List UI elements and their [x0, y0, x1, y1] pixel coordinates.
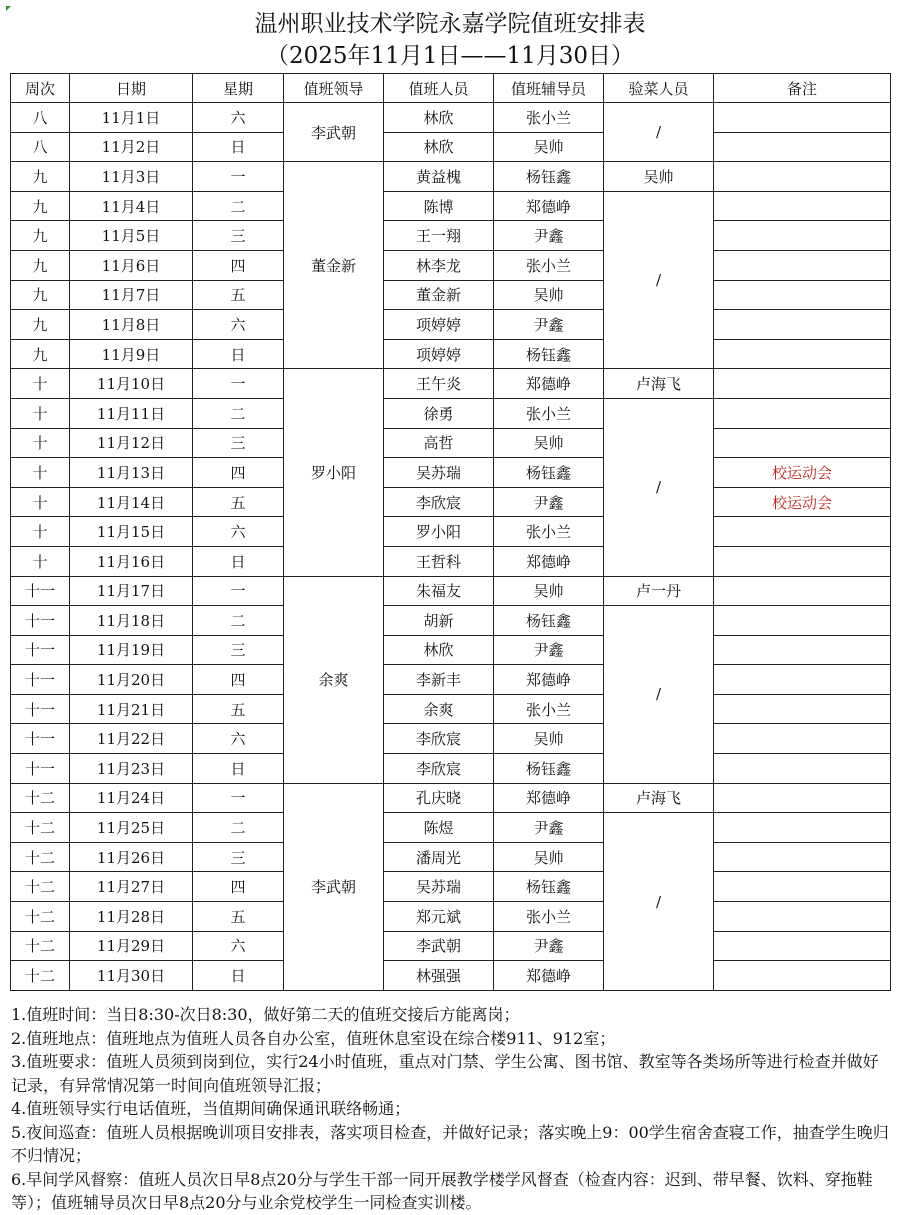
food-inspector-cell: / — [604, 191, 714, 369]
week-cell: 九 — [11, 221, 70, 251]
week-cell: 九 — [11, 280, 70, 310]
table-row — [11, 606, 891, 636]
leader-cell: 董金新 — [284, 162, 384, 369]
weekday-cell: 五 — [193, 280, 284, 310]
week-cell: 十二 — [11, 902, 70, 932]
staff-cell: 董金新 — [384, 280, 494, 310]
date-cell: 11月25日 — [70, 813, 193, 843]
date-cell: 11月8日 — [70, 310, 193, 340]
weekday-cell: 五 — [193, 902, 284, 932]
counselor-cell: 尹鑫 — [494, 813, 604, 843]
table-row — [11, 576, 891, 606]
staff-cell: 吴苏瑞 — [384, 458, 494, 488]
staff-cell: 高哲 — [384, 428, 494, 458]
counselor-cell: 尹鑫 — [494, 221, 604, 251]
date-cell: 11月27日 — [70, 872, 193, 902]
remark-cell — [714, 191, 891, 221]
counselor-cell: 吴帅 — [494, 724, 604, 754]
duty-notes — [11, 1003, 891, 1215]
remark-cell — [714, 517, 891, 547]
weekday-cell: 一 — [193, 162, 284, 192]
week-cell: 九 — [11, 250, 70, 280]
week-cell: 十一 — [11, 724, 70, 754]
date-cell: 11月19日 — [70, 635, 193, 665]
weekday-cell: 一 — [193, 783, 284, 813]
weekday-cell: 五 — [193, 694, 284, 724]
food-inspector-cell: / — [604, 813, 714, 991]
note-item: 1.值班时间：当日8:30-次日8:30，做好第二天的值班交接后方能离岗； — [11, 1005, 520, 1024]
table-header-row — [11, 74, 891, 103]
weekday-cell: 日 — [193, 339, 284, 369]
counselor-cell: 杨钰鑫 — [494, 754, 604, 784]
weekday-cell: 日 — [193, 754, 284, 784]
remark-cell — [714, 369, 891, 399]
staff-cell: 李新丰 — [384, 665, 494, 695]
week-cell: 九 — [11, 191, 70, 221]
remark-cell — [714, 162, 891, 192]
weekday-cell: 一 — [193, 369, 284, 399]
date-cell: 11月9日 — [70, 339, 193, 369]
header-staff: 值班人员 — [384, 74, 494, 103]
staff-cell: 王哲科 — [384, 546, 494, 576]
weekday-cell: 三 — [193, 221, 284, 251]
week-cell: 八 — [11, 103, 70, 133]
staff-cell: 罗小阳 — [384, 517, 494, 547]
remark-cell — [714, 961, 891, 991]
weekday-cell: 六 — [193, 724, 284, 754]
remark-cell — [714, 310, 891, 340]
week-cell: 十一 — [11, 576, 70, 606]
week-cell: 十一 — [11, 606, 70, 636]
staff-cell: 项婷婷 — [384, 310, 494, 340]
counselor-cell: 吴帅 — [494, 576, 604, 606]
remark-cell — [714, 783, 891, 813]
remark-cell — [714, 842, 891, 872]
remark-cell — [714, 665, 891, 695]
date-cell: 11月29日 — [70, 931, 193, 961]
weekday-cell: 六 — [193, 103, 284, 133]
table-row — [11, 398, 891, 428]
remark-cell — [714, 694, 891, 724]
remark-cell — [714, 339, 891, 369]
date-cell: 11月26日 — [70, 842, 193, 872]
weekday-cell: 四 — [193, 458, 284, 488]
staff-cell: 林欣 — [384, 103, 494, 133]
staff-cell: 林欣 — [384, 635, 494, 665]
remark-cell — [714, 902, 891, 932]
staff-cell: 林李龙 — [384, 250, 494, 280]
date-cell: 11月1日 — [70, 103, 193, 133]
header-week: 周次 — [11, 74, 70, 103]
staff-cell: 胡新 — [384, 606, 494, 636]
staff-cell: 陈煜 — [384, 813, 494, 843]
table-row — [11, 132, 891, 162]
weekday-cell: 日 — [193, 132, 284, 162]
remark-cell — [714, 132, 891, 162]
weekday-cell: 三 — [193, 635, 284, 665]
date-cell: 11月18日 — [70, 606, 193, 636]
weekday-cell: 二 — [193, 813, 284, 843]
table-row — [11, 813, 891, 843]
date-cell: 11月17日 — [70, 576, 193, 606]
counselor-cell: 杨钰鑫 — [494, 458, 604, 488]
date-cell: 11月6日 — [70, 250, 193, 280]
counselor-cell: 杨钰鑫 — [494, 162, 604, 192]
table-row — [11, 902, 891, 932]
remark-cell — [714, 813, 891, 843]
week-cell: 十一 — [11, 665, 70, 695]
counselor-cell: 吴帅 — [494, 280, 604, 310]
staff-cell: 余爽 — [384, 694, 494, 724]
table-row — [11, 931, 891, 961]
remark-cell: 校运动会 — [714, 458, 891, 488]
counselor-cell: 张小兰 — [494, 103, 604, 133]
staff-cell: 潘周光 — [384, 842, 494, 872]
date-cell: 11月30日 — [70, 961, 193, 991]
page-title: 温州职业技术学院永嘉学院值班安排表 — [254, 11, 646, 37]
date-cell: 11月20日 — [70, 665, 193, 695]
weekday-cell: 一 — [193, 576, 284, 606]
staff-cell: 李武朝 — [384, 931, 494, 961]
header-weekday: 星期 — [193, 74, 284, 103]
counselor-cell: 尹鑫 — [494, 635, 604, 665]
staff-cell: 徐勇 — [384, 398, 494, 428]
staff-cell: 李欣宸 — [384, 754, 494, 784]
table-row — [11, 546, 891, 576]
header-remark: 备注 — [714, 74, 891, 103]
date-cell: 11月28日 — [70, 902, 193, 932]
staff-cell: 林欣 — [384, 132, 494, 162]
food-inspector-cell: 卢一丹 — [604, 576, 714, 606]
week-cell: 十二 — [11, 783, 70, 813]
table-row — [11, 280, 891, 310]
week-cell: 九 — [11, 310, 70, 340]
counselor-cell: 尹鑫 — [494, 931, 604, 961]
counselor-cell: 尹鑫 — [494, 310, 604, 340]
counselor-cell: 郑德峥 — [494, 369, 604, 399]
week-cell: 十二 — [11, 842, 70, 872]
note-item: 3.值班要求：值班人员须到岗到位，实行24小时值班，重点对门禁、学生公寓、图书馆、教室等各类场所等进行检查并做好记录，有异常情况第一时间向值班领导汇报； — [11, 1052, 879, 1095]
date-cell: 11月21日 — [70, 694, 193, 724]
leader-cell: 罗小阳 — [284, 369, 384, 576]
counselor-cell: 吴帅 — [494, 132, 604, 162]
staff-cell: 王一翔 — [384, 221, 494, 251]
remark-cell — [714, 103, 891, 133]
table-row — [11, 428, 891, 458]
counselor-cell: 郑德峥 — [494, 783, 604, 813]
table-row — [11, 635, 891, 665]
remark-cell — [714, 398, 891, 428]
week-cell: 十 — [11, 517, 70, 547]
week-cell: 十 — [11, 398, 70, 428]
week-cell: 十 — [11, 487, 70, 517]
staff-cell: 黄益槐 — [384, 162, 494, 192]
weekday-cell: 二 — [193, 398, 284, 428]
staff-cell: 林强强 — [384, 961, 494, 991]
date-cell: 11月4日 — [70, 191, 193, 221]
date-cell: 11月22日 — [70, 724, 193, 754]
date-cell: 11月23日 — [70, 754, 193, 784]
remark-cell — [714, 576, 891, 606]
week-cell: 十二 — [11, 813, 70, 843]
week-cell: 十 — [11, 546, 70, 576]
food-inspector-cell: 卢海飞 — [604, 783, 714, 813]
weekday-cell: 日 — [193, 546, 284, 576]
counselor-cell: 尹鑫 — [494, 487, 604, 517]
week-cell: 十一 — [11, 635, 70, 665]
remark-cell — [714, 546, 891, 576]
table-row — [11, 724, 891, 754]
staff-cell: 李欣宸 — [384, 487, 494, 517]
date-cell: 11月2日 — [70, 132, 193, 162]
counselor-cell: 郑德峥 — [494, 961, 604, 991]
weekday-cell: 四 — [193, 250, 284, 280]
counselor-cell: 吴帅 — [494, 428, 604, 458]
weekday-cell: 五 — [193, 487, 284, 517]
remark-cell — [714, 754, 891, 784]
header-date: 日期 — [70, 74, 193, 103]
staff-cell: 陈博 — [384, 191, 494, 221]
leader-cell: 余爽 — [284, 576, 384, 783]
remark-cell — [714, 931, 891, 961]
food-inspector-cell: / — [604, 606, 714, 784]
week-cell: 十 — [11, 369, 70, 399]
date-cell: 11月24日 — [70, 783, 193, 813]
table-row — [11, 665, 891, 695]
header-food-inspector: 验菜人员 — [604, 74, 714, 103]
table-row — [11, 310, 891, 340]
table-row — [11, 162, 891, 192]
remark-cell — [714, 635, 891, 665]
table-row — [11, 221, 891, 251]
date-cell: 11月13日 — [70, 458, 193, 488]
week-cell: 十 — [11, 428, 70, 458]
remark-cell — [714, 250, 891, 280]
table-row — [11, 872, 891, 902]
counselor-cell: 杨钰鑫 — [494, 339, 604, 369]
table-row — [11, 103, 891, 133]
table-row — [11, 754, 891, 784]
counselor-cell: 张小兰 — [494, 902, 604, 932]
duty-schedule-table — [10, 73, 891, 991]
week-cell: 十一 — [11, 694, 70, 724]
table-row — [11, 458, 891, 488]
counselor-cell: 吴帅 — [494, 842, 604, 872]
staff-cell: 郑元斌 — [384, 902, 494, 932]
header-leader: 值班领导 — [284, 74, 384, 103]
counselor-cell: 郑德峥 — [494, 665, 604, 695]
counselor-cell: 张小兰 — [494, 398, 604, 428]
week-cell: 十二 — [11, 872, 70, 902]
remark-cell — [714, 724, 891, 754]
date-cell: 11月12日 — [70, 428, 193, 458]
counselor-cell: 郑德峥 — [494, 191, 604, 221]
week-cell: 九 — [11, 339, 70, 369]
page-subtitle-date-range: （2025年11月1日——11月30日） — [266, 43, 634, 69]
staff-cell: 朱福友 — [384, 576, 494, 606]
note-item: 4.值班领导实行电话值班，当值期间确保通讯联络畅通； — [11, 1099, 411, 1118]
header-counselor: 值班辅导员 — [494, 74, 604, 103]
date-cell: 11月16日 — [70, 546, 193, 576]
counselor-cell: 张小兰 — [494, 694, 604, 724]
remark-cell: 校运动会 — [714, 487, 891, 517]
staff-cell: 项婷婷 — [384, 339, 494, 369]
date-cell: 11月14日 — [70, 487, 193, 517]
leader-cell: 李武朝 — [284, 783, 384, 990]
counselor-cell: 张小兰 — [494, 517, 604, 547]
staff-cell: 吴苏瑞 — [384, 872, 494, 902]
leader-cell: 李武朝 — [284, 103, 384, 162]
table-row — [11, 369, 891, 399]
food-inspector-cell: 卢海飞 — [604, 369, 714, 399]
counselor-cell: 张小兰 — [494, 250, 604, 280]
table-row — [11, 842, 891, 872]
weekday-cell: 二 — [193, 191, 284, 221]
week-cell: 十一 — [11, 754, 70, 784]
weekday-cell: 六 — [193, 310, 284, 340]
table-row — [11, 339, 891, 369]
date-cell: 11月7日 — [70, 280, 193, 310]
table-row — [11, 961, 891, 991]
weekday-cell: 三 — [193, 428, 284, 458]
counselor-cell: 郑德峥 — [494, 546, 604, 576]
table-row — [11, 517, 891, 547]
weekday-cell: 日 — [193, 961, 284, 991]
food-inspector-cell: / — [604, 103, 714, 162]
week-cell: 十 — [11, 458, 70, 488]
week-cell: 九 — [11, 162, 70, 192]
remark-cell — [714, 606, 891, 636]
remark-cell — [714, 221, 891, 251]
date-cell: 11月5日 — [70, 221, 193, 251]
weekday-cell: 三 — [193, 842, 284, 872]
remark-cell — [714, 872, 891, 902]
note-item: 6.早间学风督察：值班人员次日早8点20分与学生干部一同开展教学楼学风督查（检查内容：迟到、带早餐、饮料、穿拖鞋等）；值班辅导员次日早8点20分与业余党校学生一同检查实训楼。 — [11, 1169, 873, 1212]
date-cell: 11月10日 — [70, 369, 193, 399]
note-item: 5.夜间巡查：值班人员根据晚训项目安排表，落实项目检查，并做好记录；落实晚上9：00学生宿舍查寝工作，抽查学生晚归不归情况； — [11, 1122, 889, 1165]
weekday-cell: 六 — [193, 517, 284, 547]
table-body — [11, 103, 891, 991]
food-inspector-cell: 吴帅 — [604, 162, 714, 192]
staff-cell: 孔庆晓 — [384, 783, 494, 813]
table-row — [11, 487, 891, 517]
note-item: 2.值班地点：值班地点为值班人员各自办公室，值班休息室设在综合楼911、912室； — [11, 1028, 616, 1048]
date-cell: 11月11日 — [70, 398, 193, 428]
table-row — [11, 250, 891, 280]
week-cell: 十二 — [11, 961, 70, 991]
date-cell: 11月3日 — [70, 162, 193, 192]
food-inspector-cell: / — [604, 398, 714, 576]
counselor-cell: 杨钰鑫 — [494, 606, 604, 636]
weekday-cell: 四 — [193, 665, 284, 695]
table-row — [11, 694, 891, 724]
weekday-cell: 六 — [193, 931, 284, 961]
counselor-cell: 杨钰鑫 — [494, 872, 604, 902]
staff-cell: 王午炎 — [384, 369, 494, 399]
week-cell: 十二 — [11, 931, 70, 961]
week-cell: 八 — [11, 132, 70, 162]
table-row — [11, 783, 891, 813]
remark-cell — [714, 280, 891, 310]
weekday-cell: 二 — [193, 606, 284, 636]
date-cell: 11月15日 — [70, 517, 193, 547]
weekday-cell: 四 — [193, 872, 284, 902]
table-row — [11, 191, 891, 221]
remark-cell — [714, 428, 891, 458]
staff-cell: 李欣宸 — [384, 724, 494, 754]
